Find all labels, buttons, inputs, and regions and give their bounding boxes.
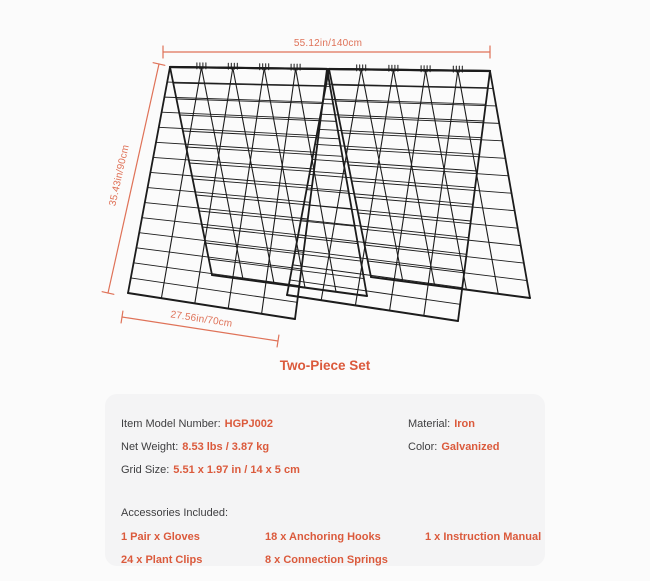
spec-label: Color:: [408, 441, 438, 453]
spec-label: Material:: [408, 418, 451, 430]
trellis-wireframe: [128, 63, 530, 321]
spec-columns: [121, 418, 529, 487]
spec-value: HGPJ002: [224, 418, 273, 430]
spec-item-model-number: [121, 418, 408, 431]
spec-label: Item Model Number:: [121, 418, 221, 430]
dimension-depth-label: 27.56in/70cm: [169, 309, 234, 330]
spec-label: Grid Size:: [121, 464, 170, 476]
accessory-item: 24 x Plant Clips: [121, 554, 203, 566]
spec-color: [408, 441, 529, 454]
spec-column-left: [121, 418, 408, 487]
accessories-heading: Accessories Included:: [121, 507, 228, 519]
spec-material: [408, 418, 529, 431]
accessory-item: 18 x Anchoring Hooks: [265, 531, 381, 543]
spec-value: Galvanized: [441, 441, 500, 453]
accessory-item: 1 x Instruction Manual: [425, 531, 542, 543]
spec-grid-size: [121, 464, 408, 477]
spec-label: Net Weight:: [121, 441, 179, 453]
spec-column-right: [408, 418, 529, 487]
spec-card: [105, 394, 545, 566]
accessory-item: 8 x Connection Springs: [265, 554, 388, 566]
accessories-grid: [121, 531, 542, 567]
dimension-width-label: 55.12in/140cm: [293, 38, 363, 49]
spec-value: Iron: [454, 418, 475, 430]
set-title: Two-Piece Set: [279, 358, 371, 373]
accessory-item: 1 Pair x Gloves: [121, 531, 200, 543]
spec-value: 5.51 x 1.97 in / 14 x 5 cm: [173, 464, 300, 476]
spec-net-weight: [121, 441, 408, 454]
dimension-height-label: 35.43in/90cm: [107, 143, 132, 208]
spec-value: 8.53 lbs / 3.87 kg: [182, 441, 270, 453]
